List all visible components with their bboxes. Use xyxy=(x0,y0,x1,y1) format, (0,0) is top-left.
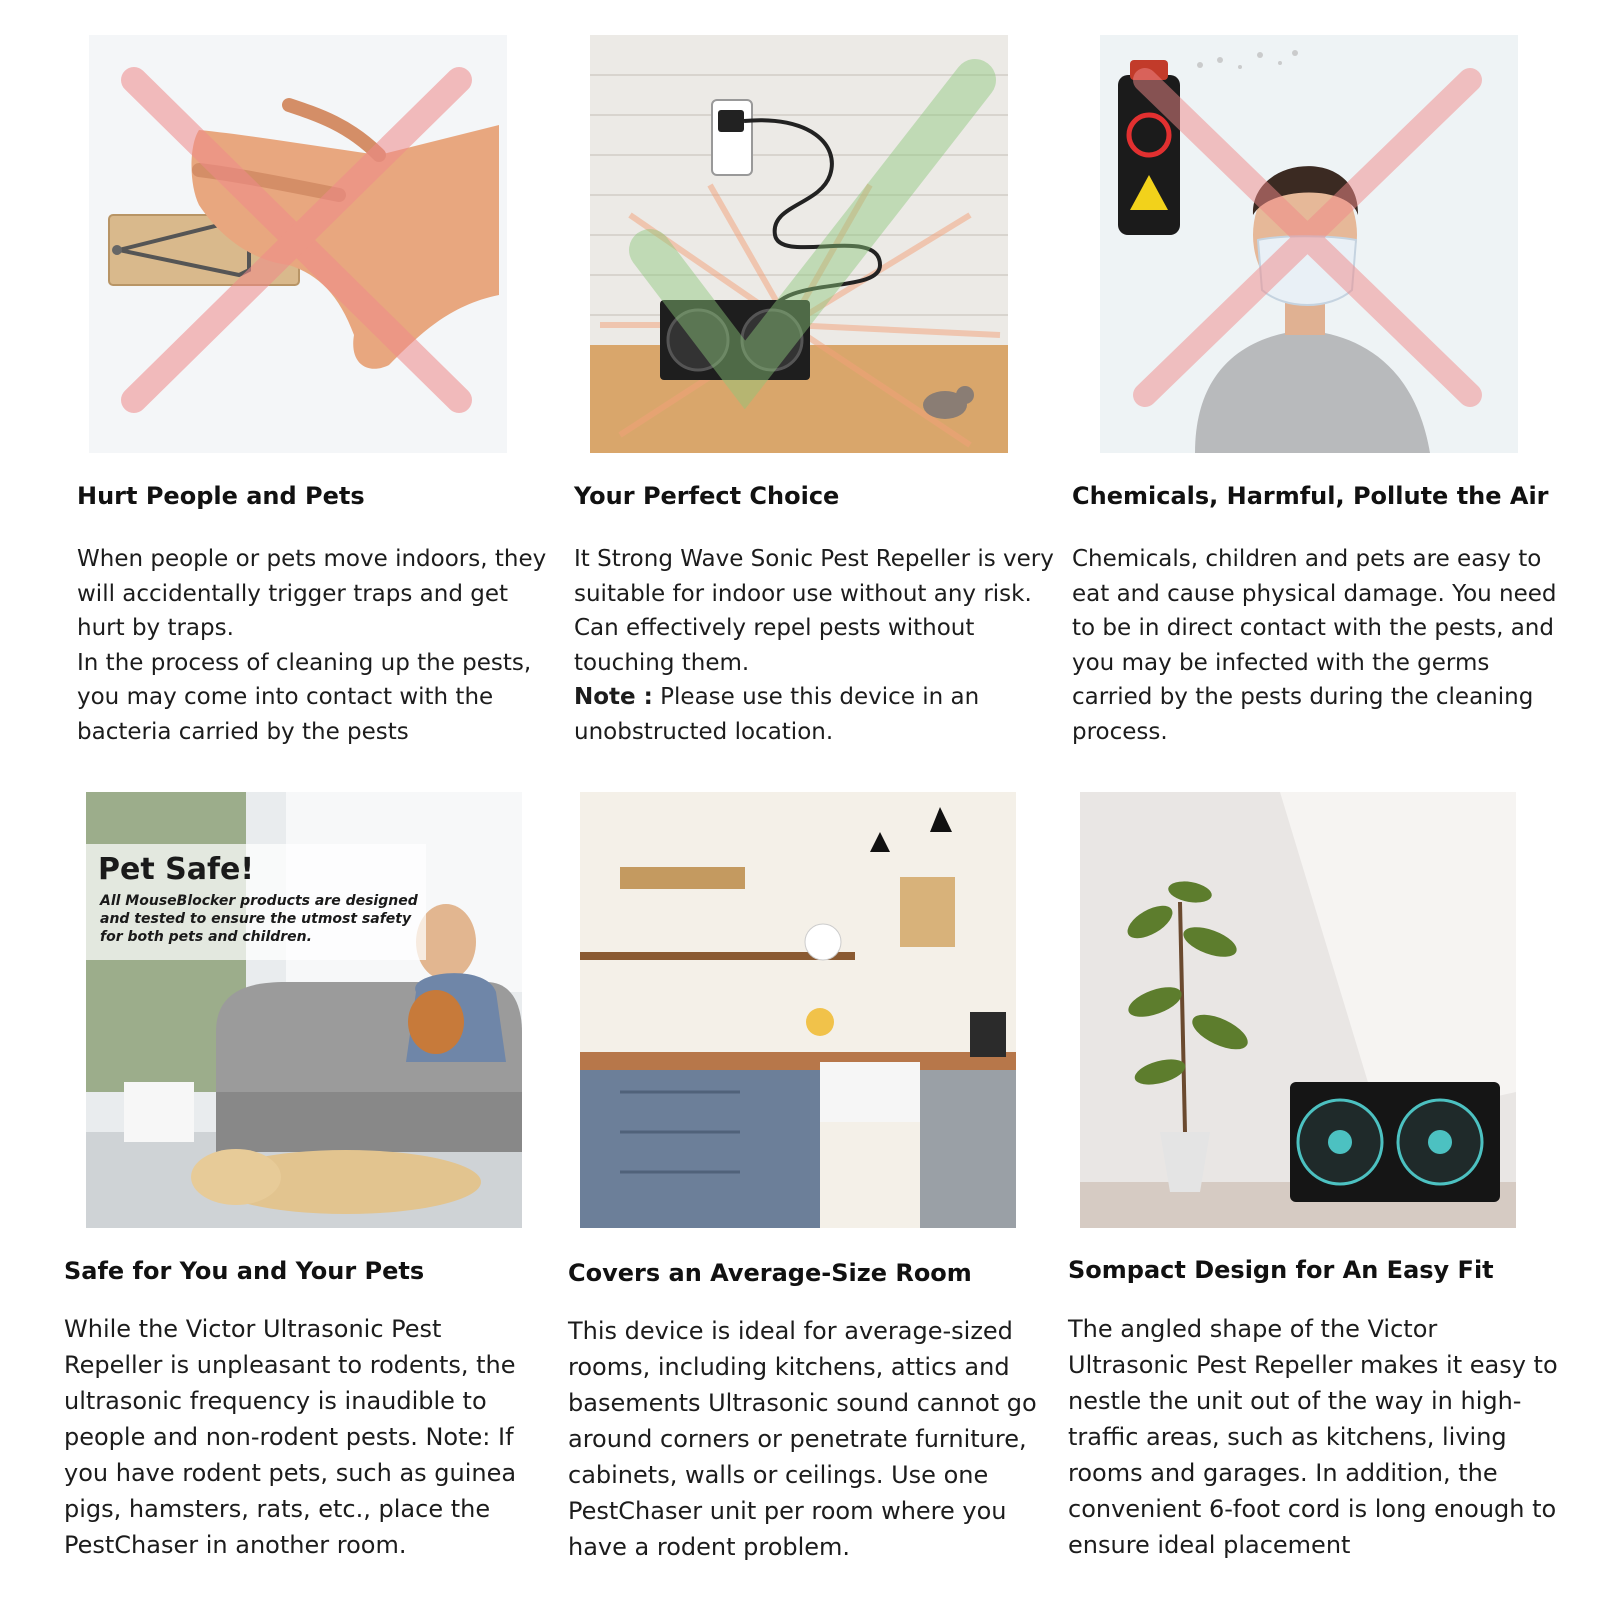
paragraph: In the process of cleaning up the pests, you may come into contact with the bacteria carried by the pests xyxy=(77,649,532,745)
panel-heading: Covers an Average-Size Room xyxy=(568,1259,972,1287)
repeller-outlet-image xyxy=(590,35,1008,453)
paragraph: It Strong Wave Sonic Pest Repeller is very suitable for indoor use without any risk. Can effectively repel pests without touching them. xyxy=(574,546,1054,676)
paragraph: This device is ideal for average-sized rooms, including kitchens, attics and basements Ultrasonic sound cannot go around corners or penetrate furniture, cabinets, walls or ceilings. Use one PestChaser unit per room where you have a rodent problem. xyxy=(568,1317,1037,1561)
spray-mask-illustration xyxy=(1100,35,1518,453)
mousetrap-hand-image xyxy=(89,35,507,453)
panel-description xyxy=(568,1313,1048,1565)
paragraph: Chemicals, children and pets are easy to eat and cause physical damage. You need to be in direct contact with the pests, and you may be infected with the germs carried by the pests during the cleaning process. xyxy=(1072,546,1557,745)
repeller-plant-image xyxy=(1080,792,1516,1228)
panel-heading: Safe for You and Your Pets xyxy=(64,1257,425,1285)
paragraph: While the Victor Ultrasonic Pest Repeller is unpleasant to rodents, the ultrasonic frequency is inaudible to people and non-rodent pests. Note: If you have rodent pets, such as guinea pigs, hamsters, rats, etc., place the PestChaser in another room. xyxy=(64,1315,517,1559)
spray-mask-image xyxy=(1100,35,1518,453)
overlay-title: Pet Safe! xyxy=(98,852,255,887)
kitchen-image xyxy=(580,792,1016,1228)
note-label: Note : xyxy=(574,684,653,710)
pet-safe-image xyxy=(86,792,522,1228)
repeller-outlet-illustration xyxy=(590,35,1008,453)
panel-heading: Your Perfect Choice xyxy=(574,482,840,510)
panel-description xyxy=(574,542,1054,749)
paragraph: The angled shape of the Victor Ultrasonic Pest Repeller makes it easy to nestle the unit out of the way in high-traffic areas, such as kitchens, living rooms and garages. In addition, the convenient 6-foot cord is long enough to ensure ideal placement xyxy=(1068,1315,1558,1559)
note-paragraph xyxy=(574,680,1054,749)
panel-heading: Sompact Design for An Easy Fit xyxy=(1068,1256,1494,1284)
paragraph: When people or pets move indoors, they will accidentally trigger traps and get hurt by traps. xyxy=(77,546,547,641)
panel-heading: Chemicals, Harmful, Pollute the Air xyxy=(1072,482,1549,510)
overlay-subtitle: All MouseBlocker products are designed and tested to ensure the utmost safety for both pets and children. xyxy=(100,893,418,945)
note-text: Please use this device in an unobstructed location. xyxy=(574,684,980,745)
repeller-plant-illustration xyxy=(1080,792,1516,1228)
panel-description xyxy=(1068,1311,1558,1563)
kitchen-illustration xyxy=(580,792,1016,1228)
panel-description xyxy=(64,1311,544,1563)
panel-description xyxy=(1072,542,1562,749)
panel-heading: Hurt People and Pets xyxy=(77,482,365,510)
mousetrap-hand-illustration xyxy=(89,35,507,453)
panel-description xyxy=(77,542,547,749)
